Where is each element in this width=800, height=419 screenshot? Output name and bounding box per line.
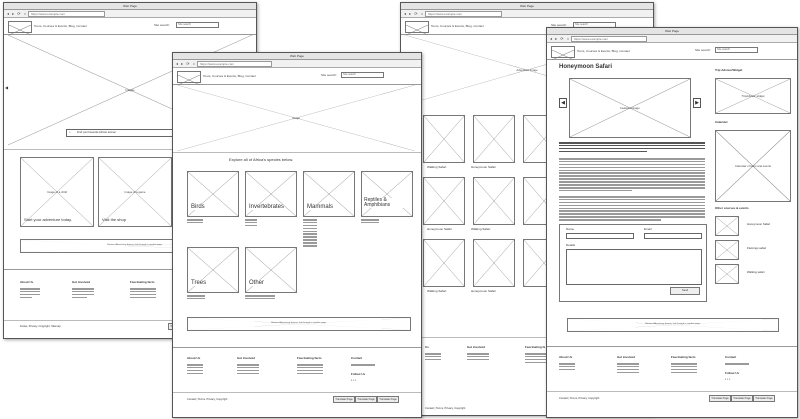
email-label: Email [644, 227, 652, 231]
footer-col-heading: Get involved [237, 356, 256, 360]
search-input[interactable]: Site search [176, 22, 219, 28]
footer-col-heading: Get involved [72, 280, 91, 284]
footer-bottom[interactable]: Footer, Privacy, Copyright, Sitemap [20, 325, 61, 328]
details-label: Details [566, 243, 576, 247]
calendar-widget[interactable] [715, 130, 791, 202]
tripadvisor-label: TripAdvisor widget [741, 94, 765, 98]
nav-icons[interactable]: ◂ ▸ ⟳ ⌂ [550, 36, 571, 41]
search-input[interactable]: Site search [341, 72, 384, 78]
cross-icon [9, 25, 31, 35]
footer-divider [173, 392, 421, 393]
window-title: Web Page [401, 3, 653, 10]
carousel-prev-arrow-icon[interactable]: ◀ [5, 85, 9, 90]
hero-label: Images [125, 88, 135, 92]
footer-col-heading: Contact [351, 356, 363, 360]
address-bar [4, 10, 256, 18]
banner-label: Banner. Advertising banner, link through to another page. [107, 244, 163, 246]
footer-links[interactable] [297, 364, 323, 376]
translate-button[interactable]: Translate Page [709, 395, 731, 402]
tour-card[interactable] [473, 239, 515, 287]
other-course-thumb[interactable] [715, 216, 739, 236]
tour-card[interactable] [423, 115, 465, 163]
other-course-link[interactable]: Honeymoon Safari [747, 222, 771, 226]
footer-links[interactable] [467, 353, 489, 362]
species-heading: Explore all of Africa's species below. [229, 157, 294, 162]
tile-image-label: Image of a game [124, 190, 146, 194]
footer-col-heading: About Us [559, 355, 573, 359]
social-icons[interactable]: ▪▪▪ [725, 377, 732, 381]
follow-us-heading: Follow Us [351, 372, 366, 376]
footer-links[interactable] [20, 288, 40, 300]
footer-col-heading: About Us [187, 356, 201, 360]
name-field[interactable] [566, 233, 634, 239]
footer-links[interactable] [130, 288, 156, 300]
footer-links[interactable] [72, 288, 94, 300]
nav-tagline[interactable]: Tours, Courses & Events, Blog, Contact [203, 74, 256, 78]
translate-button[interactable]: Translate Page [355, 396, 377, 403]
featured-image-label: Featured image [620, 106, 640, 110]
hero-label: Image [292, 116, 300, 120]
footer-col-heading: Us [425, 345, 429, 349]
logo-placeholder[interactable] [8, 21, 32, 33]
carousel-next-icon[interactable]: ▶ [693, 98, 701, 108]
translate-button[interactable]: Translate Page [377, 396, 399, 403]
tour-card[interactable] [423, 177, 465, 225]
other-courses-heading: Other courses & events [715, 206, 749, 210]
tour-title[interactable]: Honeymoon Safari [427, 227, 452, 231]
species-description [361, 219, 379, 225]
body-paragraph [559, 158, 705, 193]
send-button[interactable]: Send [670, 287, 700, 295]
browser-window-tour-detail [546, 27, 798, 418]
tour-card[interactable] [473, 177, 515, 225]
url-field[interactable]: https://www.example.com [28, 11, 105, 17]
species-tile-mammals[interactable] [303, 171, 355, 217]
enquiry-form [559, 224, 707, 302]
species-description [245, 295, 275, 301]
tripadvisor-heading: Trip AdvisorWidget [715, 68, 743, 72]
name-label: Name [566, 227, 575, 231]
species-label: Reptiles & Amphibians [364, 198, 410, 208]
search-label: Site search: [695, 48, 711, 52]
banner-label: Banner. Advertising banner, link through to another page. [645, 323, 701, 325]
url-field[interactable]: https://www.example.com [571, 36, 647, 42]
advertising-banner[interactable] [567, 318, 779, 332]
social-icons[interactable]: ▪▪▪ [351, 378, 358, 382]
species-label: Trees [191, 280, 207, 286]
footer-links[interactable] [671, 363, 697, 375]
other-course-thumb[interactable] [715, 264, 739, 284]
species-label: Birds [191, 204, 205, 210]
search-icon: ⌕ [69, 130, 71, 134]
logo-placeholder[interactable] [405, 21, 429, 33]
nav-tagline[interactable]: Tours, Courses & Events, Blog, Contact [431, 24, 484, 28]
details-textarea[interactable] [566, 249, 702, 285]
body-paragraph [559, 196, 705, 222]
footer-col-heading: Contact [725, 355, 737, 359]
search-input[interactable]: Site search [715, 47, 758, 53]
nav-tagline[interactable]: Tours, Courses & Events, Blog, Contact [34, 24, 87, 28]
animal-search-placeholder: Find your favourite African animal [77, 131, 116, 134]
hero-label: Adventure Image [516, 68, 538, 72]
footer-bottom[interactable]: Contact | Terms, Privacy, Copyright [187, 398, 228, 401]
advertising-banner[interactable] [187, 317, 411, 331]
site-footer [547, 346, 797, 418]
footer-col-heading: Get involved [617, 355, 636, 359]
url-field[interactable]: https://www.example.com [425, 11, 502, 17]
search-label: Site search: [551, 23, 567, 27]
species-tile-trees[interactable] [187, 247, 239, 293]
tour-card[interactable] [423, 239, 465, 287]
footer-links[interactable] [187, 364, 203, 376]
contact-details[interactable] [351, 364, 375, 367]
species-description [187, 219, 203, 225]
cross-icon [406, 25, 428, 35]
species-label: Mammals [307, 204, 334, 210]
tour-title[interactable]: Walking Safari [471, 227, 491, 231]
search-label: Site search: [321, 73, 337, 77]
footer-col-heading: Fascinating facts [297, 356, 322, 360]
page-title: Honeymoon Safari [559, 64, 613, 70]
cross-icon [178, 75, 200, 85]
translate-button[interactable]: Translate Page [333, 396, 355, 403]
footer-links[interactable] [617, 363, 639, 375]
footer-links[interactable] [559, 363, 575, 372]
url-field[interactable]: https://www.example.com [197, 61, 272, 67]
divider [173, 152, 421, 153]
species-description [245, 219, 257, 228]
logo-placeholder[interactable] [177, 71, 201, 83]
site-header [173, 68, 421, 85]
nav-icons[interactable]: ◂ ▸ ⟳ ⌂ [404, 11, 425, 16]
footer-divider [547, 391, 797, 392]
tile-caption[interactable]: Start your adventure today. [24, 217, 72, 222]
address-bar [547, 35, 797, 43]
tour-card[interactable] [473, 115, 515, 163]
window-title: Web Page [4, 3, 256, 10]
calendar-label: Calendar of tours and events [735, 164, 771, 168]
species-tile-birds[interactable] [187, 171, 239, 217]
species-label: Other [249, 280, 265, 286]
featured-image [569, 78, 691, 138]
tripadvisor-widget[interactable] [715, 78, 791, 114]
footer-links[interactable] [425, 353, 441, 362]
carousel-prev-icon[interactable]: ◀ [559, 98, 567, 108]
other-course-link[interactable]: Flamingo safari [747, 246, 767, 250]
calendar-heading: Calender [715, 120, 728, 124]
species-tile-invertebrates[interactable] [245, 171, 297, 217]
contact-details[interactable] [725, 363, 749, 366]
footer-col-heading: Fascinating facts [671, 355, 696, 359]
site-footer [173, 347, 421, 418]
search-label: Site search: [154, 23, 170, 27]
tour-title[interactable]: Honeymoon Safari [471, 289, 496, 293]
species-tile-other[interactable] [245, 247, 297, 293]
tile-caption[interactable]: Visit the shop [102, 217, 126, 222]
window-title: Web Page [173, 53, 421, 60]
banner-label: Banner. Advertising banner, link through to another page. [271, 322, 327, 324]
nav-icons[interactable]: ◂ ▸ ⟳ ⌂ [176, 61, 197, 66]
nav-icons[interactable]: ◂ ▸ ⟳ ⌂ [7, 11, 28, 16]
cross-icon [552, 50, 574, 60]
follow-us-heading: Follow Us [725, 371, 740, 375]
other-course-link[interactable]: Walking safari [747, 270, 765, 274]
tour-title[interactable]: Honeymoon Safari [471, 165, 496, 169]
search-input[interactable]: Site search [573, 22, 616, 28]
address-bar [401, 10, 653, 18]
footer-col-heading: Get involved [467, 345, 486, 349]
species-label: Invertebrates [249, 204, 285, 210]
footer-links[interactable] [237, 364, 259, 376]
window-title: Web Page [547, 28, 797, 35]
email-field[interactable] [644, 233, 702, 239]
intro-paragraph [559, 142, 705, 154]
address-bar [173, 60, 421, 68]
hero-image [177, 85, 415, 151]
nav-tagline[interactable]: Tours, Courses & Events, Blog, Contact [577, 49, 630, 53]
tour-title[interactable]: Walking Safari [427, 289, 447, 293]
tile-image-label: Image of a child [47, 190, 67, 194]
species-description [187, 295, 205, 301]
other-course-thumb[interactable] [715, 240, 739, 260]
browser-window-species [172, 52, 422, 418]
footer-col-heading: Fascinating fa [525, 345, 546, 349]
footer-bottom[interactable]: Contact | Terms, Privacy, Copyright [559, 397, 600, 400]
logo-placeholder[interactable] [551, 46, 575, 58]
species-tile-reptiles[interactable] [361, 171, 413, 217]
species-description [303, 219, 317, 248]
tour-title[interactable]: Walking Safari [427, 165, 447, 169]
footer-bottom[interactable]: Contact | Terms, Privacy, Copyright [425, 407, 466, 410]
translate-button[interactable]: Translate Page [753, 395, 775, 402]
site-header [547, 43, 797, 60]
footer-col-heading: Fascinating facts [130, 280, 155, 284]
translate-button[interactable]: Translate Page [731, 395, 753, 402]
footer-col-heading: About Us [20, 280, 34, 284]
site-header [4, 18, 256, 35]
